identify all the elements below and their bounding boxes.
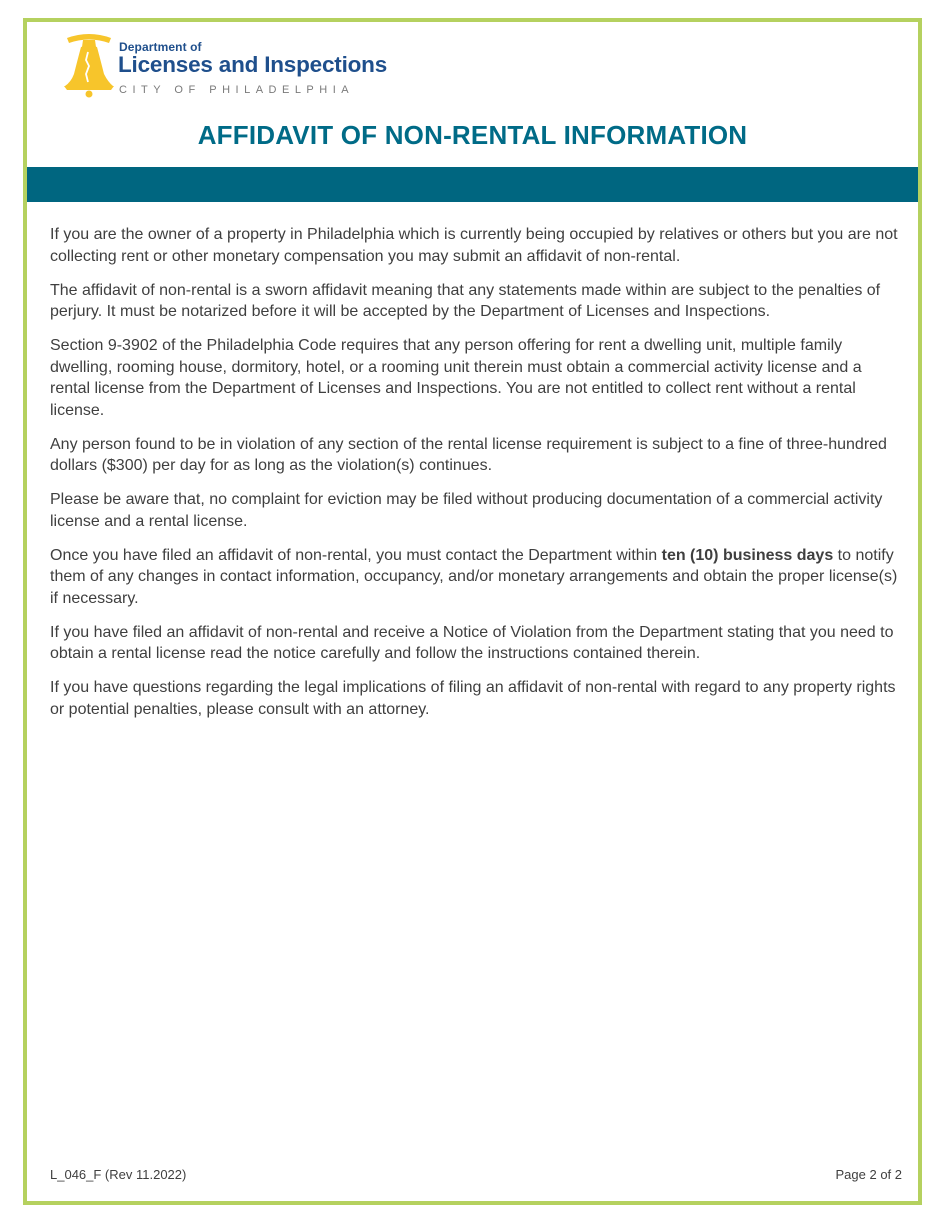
page-frame: [23, 18, 922, 1205]
header-band: [27, 167, 918, 202]
paragraph-legal-questions: If you have questions regarding the legal implications of filing an affidavit of non-rental with regard to any property rights or potential penalties, please consult with an attorney.: [50, 679, 896, 718]
liberty-bell-icon: [61, 30, 117, 98]
paragraph-code-section: Section 9-3902 of the Philadelphia Code requires that any person offering for rent a dwelling unit, multiple family dwelling, rooming house, dormitory, hotel, or a rooming unit therein must obtain a commercial activity license and a rental license from the Department of Licenses and Inspections. You are not entitled to collect rent without a rental license.: [50, 337, 862, 419]
logo-department-of: Department of: [119, 40, 202, 54]
paragraph-fine: Any person found to be in violation of any section of the rental license requirement is subject to a fine of three-hundred dollars ($300) per day for as long as the violation(s) continues.: [50, 435, 887, 474]
document-body: [50, 224, 900, 733]
department-logo: [61, 30, 401, 100]
paragraph-notice-of-violation: If you have filed an affidavit of non-rental and receive a Notice of Violation from the Department stating that you need to obtain a rental license read the notice carefully and follow the instructions contained therein.: [50, 623, 894, 662]
paragraph-contact-department: [50, 545, 900, 610]
logo-department-name: Licenses and Inspections: [118, 52, 388, 77]
logo-city: CITY OF PHILADELPHIA: [119, 84, 355, 96]
page-title: AFFIDAVIT OF NON-RENTAL INFORMATION: [197, 120, 748, 150]
paragraph-contact-text-after: to notify them of any changes in contact information, occupancy, and/or monetary arrangements and obtain the proper license(s) if necessary.: [50, 546, 898, 607]
paragraph-sworn-affidavit: The affidavit of non-rental is a sworn affidavit meaning that any statements made within are subject to the penalties of perjury. It must be notarized before it will be accepted by the Department of Licenses and Inspections.: [50, 281, 881, 320]
form-revision: L_046_F (Rev 11.2022): [50, 1167, 187, 1182]
business-days-emphasis: ten (10) business days: [661, 546, 834, 564]
paragraph-eviction: Please be aware that, no complaint for eviction may be filed without producing documentation of a commercial activity license and a rental license.: [50, 491, 883, 530]
paragraph-owner-occupancy: If you are the owner of a property in Philadelphia which is currently being occupied by relatives or others but you are not collecting rent or other monetary compensation you may submit an affidavit of non-rental.: [50, 226, 898, 265]
paragraph-contact-text-before: Once you have filed an affidavit of non-rental, you must contact the Department within: [50, 546, 662, 564]
page-number: Page 2 of 2: [835, 1167, 902, 1182]
